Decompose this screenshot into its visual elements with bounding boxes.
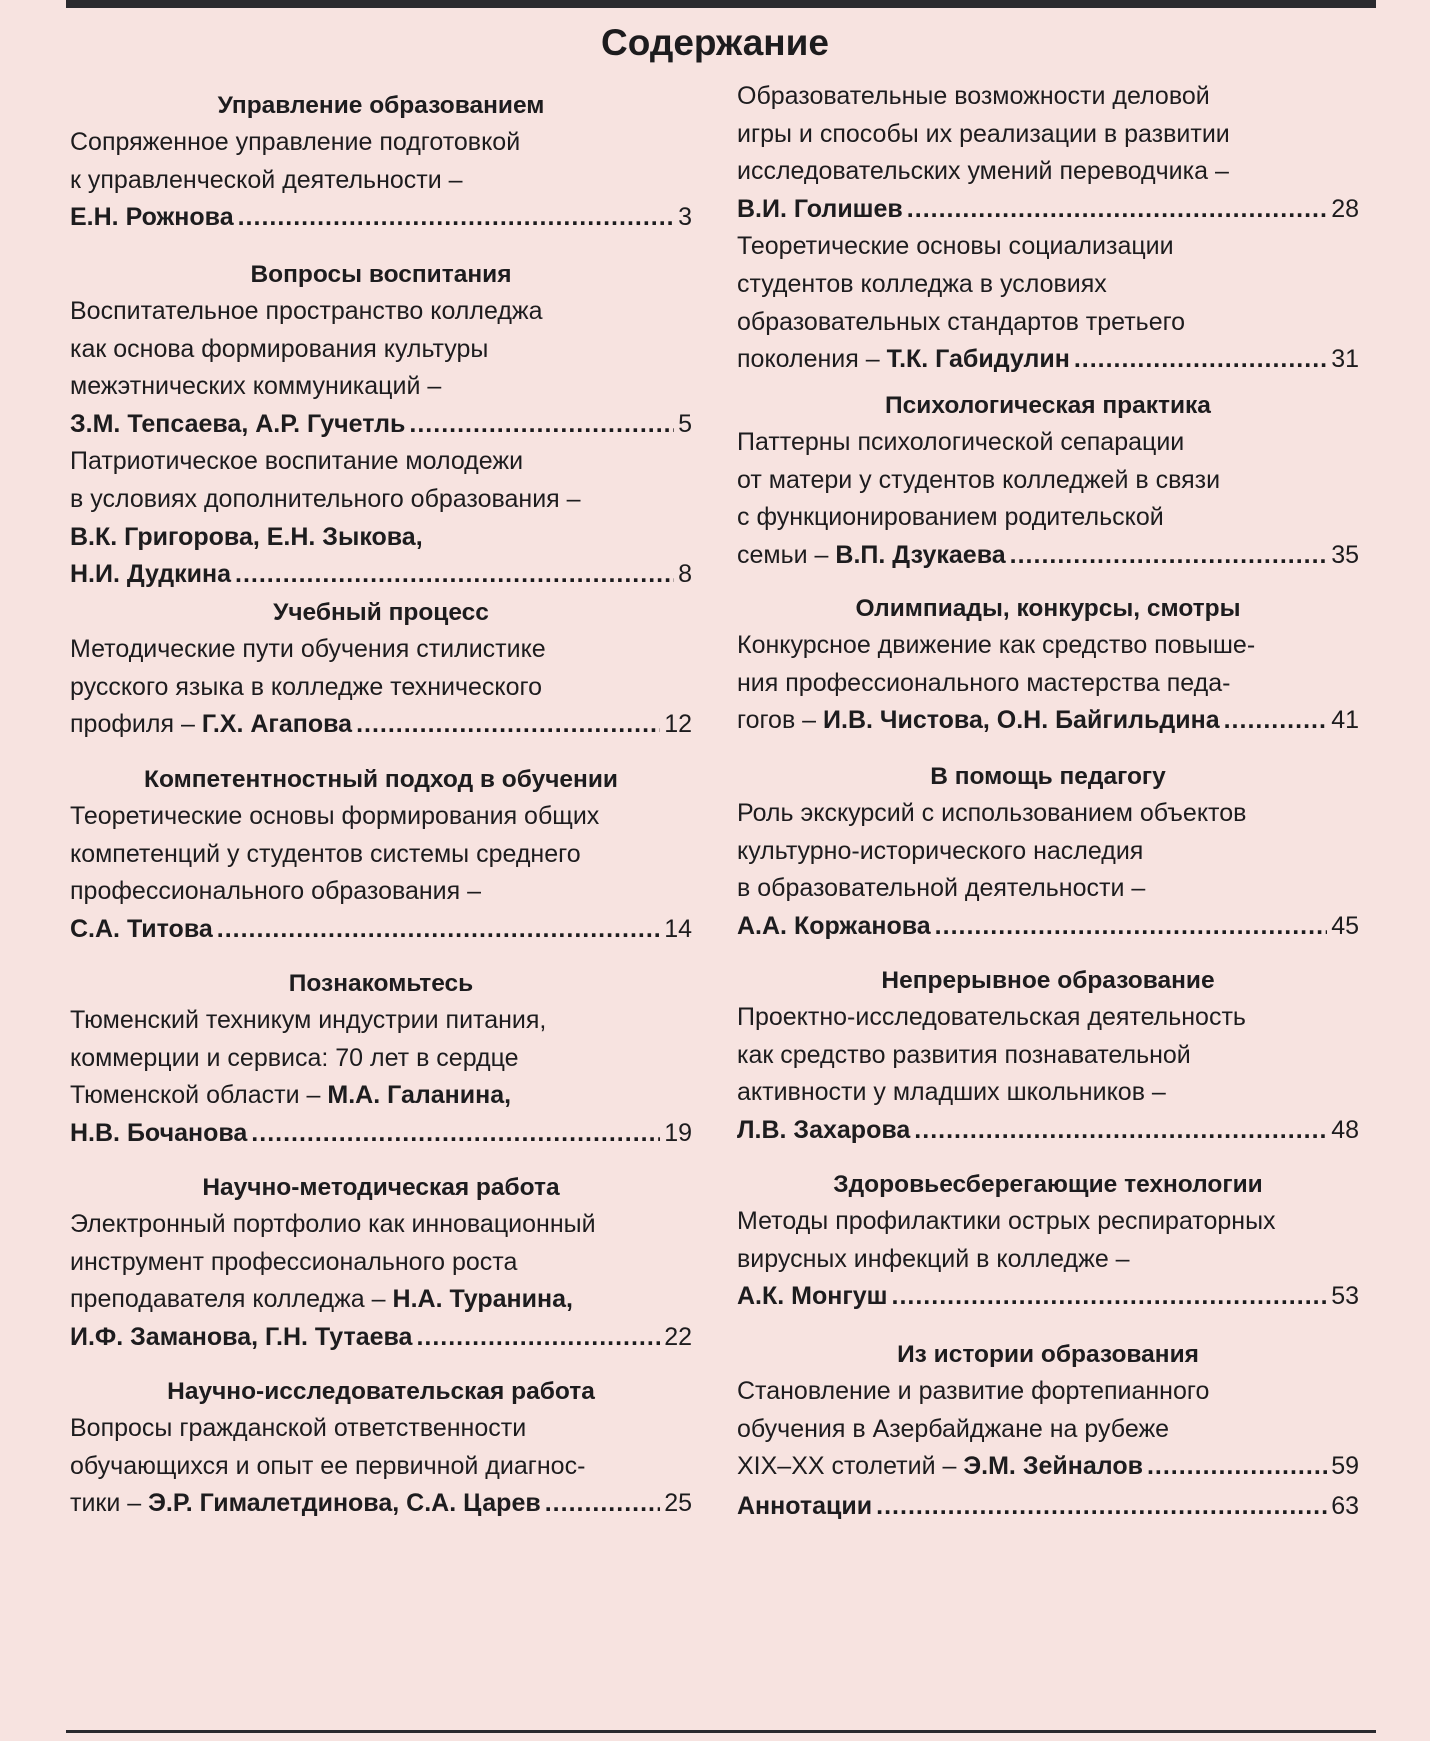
contents-section	[737, 1336, 1359, 1486]
page-number: 12	[664, 710, 692, 739]
entry-title-line: Вопросы гражданской ответственности	[70, 1414, 527, 1442]
entry-title-line	[70, 1077, 692, 1115]
page-number: 53	[1331, 1282, 1359, 1311]
dot-leader	[1147, 1448, 1327, 1486]
contents-section	[70, 1169, 692, 1356]
page-number: 45	[1331, 911, 1359, 940]
contents-entry	[737, 999, 1359, 1149]
entry-title-line: Конкурсное движение как средство повыше-	[737, 631, 1256, 659]
entry-title-line: Сопряженное управление подготовкой	[70, 128, 521, 156]
section-heading: Научно-исследовательская работа	[167, 1378, 595, 1405]
section-heading: Познакомьтесь	[288, 970, 474, 997]
entry-author: Л.В. Захарова	[737, 1115, 911, 1144]
entry-title-line: ния профессионального мастерства педа-	[737, 668, 1231, 697]
entry-title-line: Воспитательное пространство колледжа	[70, 297, 543, 325]
entry-leader-row	[737, 341, 1359, 379]
entry-title-line: в образовательной деятельности –	[737, 874, 1146, 903]
entry-title-line: Методы профилактики острых респираторных	[737, 1207, 1276, 1235]
contents-entry	[70, 798, 692, 948]
entry-title-text: XIX–XX столетий –	[737, 1452, 957, 1481]
entry-title-line: коммерции и сервиса: 70 лет в сердце	[70, 1043, 519, 1072]
top-rule	[66, 0, 1376, 8]
entry-author-line: В.К. Григорова, Е.Н. Зыкова,	[70, 522, 423, 551]
page-number: 48	[1331, 1115, 1359, 1144]
contents-entry	[70, 1002, 692, 1152]
page-number: 8	[678, 560, 692, 589]
section-heading: Из истории образования	[897, 1341, 1199, 1368]
entry-title-text: семьи –	[737, 540, 829, 569]
entry-leader-row	[70, 1319, 692, 1357]
entry-author: З.М. Тепсаева, А.Р. Гучетль	[70, 409, 406, 438]
entry-author: С.А. Титова	[70, 914, 213, 943]
entry-author: Е.Н. Рожнова	[70, 203, 234, 232]
entry-title-line: как основа формирования культуры	[70, 334, 489, 363]
entry-title-line: инструмент профессионального роста	[70, 1247, 518, 1276]
section-heading: Здоровьесберегающие технологии	[833, 1171, 1263, 1198]
dot-leader	[251, 1115, 660, 1153]
entry-leader-row	[70, 1485, 692, 1523]
entry-title-line: Методические пути обучения стилистике	[70, 635, 546, 663]
section-heading: Учебный процесс	[273, 599, 489, 626]
contents-entry	[737, 78, 1359, 228]
contents-entry	[70, 1206, 692, 1356]
dot-leader	[892, 1278, 1328, 1316]
entry-leader-row	[737, 1448, 1359, 1486]
entry-title-line: к управленческой деятельности –	[70, 165, 463, 194]
contents-entry	[737, 1488, 1359, 1526]
entry-leader-row	[737, 1112, 1359, 1150]
dot-leader	[356, 706, 660, 744]
entry-title-line: игры и способы их реализации в развитии	[737, 119, 1230, 148]
dot-leader	[907, 191, 1327, 229]
entry-title-line: в условиях дополнительного образования –	[70, 484, 581, 513]
entry-author: Н.И. Дудкина	[70, 560, 232, 589]
contents-section	[737, 387, 1359, 574]
entry-leader-row	[70, 199, 692, 237]
entry-title-line: активности у младших школьников –	[737, 1078, 1166, 1107]
entry-title-line: культурно-исторического наследия	[737, 836, 1144, 865]
entry-author: Н.В. Бочанова	[70, 1118, 248, 1147]
dot-leader	[876, 1488, 1327, 1526]
entry-title-line: профессионального образования –	[70, 877, 482, 906]
dot-leader	[914, 1112, 1327, 1150]
section-heading: Олимпиады, конкурсы, смотры	[855, 595, 1241, 622]
section-heading: Управление образованием	[217, 92, 545, 119]
entry-author: М.А. Галанина,	[327, 1081, 512, 1110]
section-heading: Психологическая практика	[885, 392, 1211, 419]
entry-title-line: Образовательные возможности деловой	[737, 82, 1210, 110]
dot-leader	[416, 1319, 660, 1357]
contents-entry	[70, 293, 692, 443]
entry-author: И.Ф. Заманова, Г.Н. Тутаева	[70, 1322, 413, 1351]
contents-entry	[737, 1373, 1359, 1486]
contents-entry	[70, 443, 692, 593]
entry-author: А.К. Монгуш	[737, 1282, 888, 1311]
page-number: 19	[664, 1118, 692, 1147]
bottom-rule	[66, 1730, 1376, 1733]
entry-leader-row	[737, 1488, 1359, 1526]
entry-leader-row	[737, 1278, 1359, 1316]
dot-leader	[217, 911, 660, 949]
dot-leader	[235, 556, 674, 594]
page-number: 14	[664, 914, 692, 943]
entry-title-line: обучающихся и опыт ее первичной диагнос-	[70, 1451, 586, 1480]
entry-title-line: обучения в Азербайджане на рубеже	[737, 1414, 1170, 1443]
page-number: 41	[1331, 706, 1359, 735]
entry-leader-row	[737, 908, 1359, 946]
entry-leader-row	[737, 537, 1359, 575]
dot-leader	[1224, 702, 1328, 740]
page-number: 5	[678, 409, 692, 438]
contents-section	[737, 758, 1359, 945]
dot-leader	[1074, 341, 1327, 379]
entry-title-line: Тюменский техникум индустрии питания,	[70, 1006, 547, 1034]
entry-title-text: гогов –	[737, 706, 817, 735]
contents-entry	[737, 795, 1359, 945]
entry-title-line: студентов колледжа в условиях	[737, 269, 1107, 298]
entry-title-text: профиля –	[70, 710, 195, 739]
entry-leader-row	[737, 702, 1359, 740]
contents-entry	[737, 627, 1359, 740]
contents-section	[70, 87, 692, 237]
entry-leader-row	[70, 911, 692, 949]
entry-title-text: тики –	[70, 1489, 142, 1518]
section-heading: Компетентностный подход в обучении	[144, 766, 618, 793]
dot-leader	[935, 908, 1328, 946]
dot-leader	[238, 199, 674, 237]
entry-author: Аннотации	[737, 1492, 873, 1520]
entry-title-line: от матери у студентов колледжей в связи	[737, 465, 1221, 494]
section-heading: Научно-методическая работа	[202, 1174, 560, 1201]
page-number: 22	[664, 1322, 692, 1351]
contents-section	[737, 1166, 1359, 1316]
entry-title-text: преподавателя колледжа –	[70, 1285, 386, 1314]
contents-section	[737, 962, 1359, 1149]
entry-leader-row	[70, 1115, 692, 1153]
dot-leader	[545, 1485, 660, 1523]
entry-title-line: образовательных стандартов третьего	[737, 307, 1186, 336]
entry-title-line: Паттерны психологической сепарации	[737, 428, 1185, 456]
entry-title-line	[70, 1281, 692, 1319]
contents-entry	[70, 124, 692, 237]
contents-section	[70, 256, 692, 594]
entry-title-line: компетенций у студентов системы среднего	[70, 839, 581, 868]
entry-author: Н.А. Туранина,	[392, 1285, 573, 1314]
dot-leader	[409, 406, 674, 444]
entry-title-text: Тюменской области –	[70, 1081, 321, 1110]
contents-section	[70, 594, 692, 744]
contents-section	[70, 965, 692, 1152]
entry-title-line: исследовательских умений переводчика –	[737, 157, 1229, 186]
entry-author: И.В. Чистова, О.Н. Байгильдина	[823, 706, 1220, 735]
entry-author: Г.Х. Агапова	[201, 710, 353, 739]
contents-entry	[70, 1410, 692, 1523]
entry-leader-row	[70, 556, 692, 594]
contents-section	[737, 590, 1359, 740]
entry-title-line: Становление и развитие фортепианного	[737, 1377, 1210, 1405]
entry-title-line: как средство развития познавательной	[737, 1040, 1191, 1069]
contents-entry	[737, 1203, 1359, 1316]
entry-author: В.П. Дзукаева	[835, 540, 1006, 569]
entry-leader-row	[70, 406, 692, 444]
dot-leader	[1010, 537, 1328, 575]
entry-title-line: вирусных инфекций в колледже –	[737, 1244, 1130, 1273]
section-heading: Вопросы воспитания	[250, 261, 512, 288]
contents-entry	[70, 631, 692, 744]
entry-leader-row	[737, 191, 1359, 229]
page-number: 63	[1331, 1492, 1359, 1520]
entry-author: В.И. Голишев	[737, 194, 903, 223]
entry-title-line: с функционированием родительской	[737, 503, 1164, 532]
entry-title-line: Теоретические основы формирования общих	[70, 802, 600, 830]
entry-leader-row	[70, 706, 692, 744]
page-number: 28	[1331, 194, 1359, 223]
page-number: 31	[1331, 345, 1359, 374]
page-number: 25	[664, 1489, 692, 1518]
entry-title-line: Электронный портфолио как инновационный	[70, 1210, 596, 1238]
contents-section	[70, 761, 692, 948]
entry-author: Э.Р. Гималетдинова, С.А. Царев	[148, 1489, 541, 1518]
entry-title-line: Патриотическое воспитание молодежи	[70, 447, 524, 476]
entry-author: Т.К. Габидулин	[886, 345, 1070, 374]
entry-title-line: межэтнических коммуникаций –	[70, 372, 442, 401]
page-title: Содержание	[601, 22, 829, 63]
contents-section	[737, 78, 1359, 379]
contents-section	[70, 1373, 692, 1523]
entry-title-line: Роль экскурсий с использованием объектов	[737, 799, 1247, 827]
contents-entry	[737, 228, 1359, 378]
page-number: 35	[1331, 540, 1359, 569]
page-number: 3	[678, 203, 692, 232]
section-heading: В помощь педагогу	[930, 763, 1166, 790]
contents-section	[737, 1488, 1359, 1526]
section-heading: Непрерывное образование	[881, 967, 1215, 994]
entry-author: А.А. Коржанова	[737, 911, 931, 940]
entry-title-line: русского языка в колледже технического	[70, 672, 542, 701]
page-number: 59	[1331, 1452, 1359, 1481]
entry-title-line: Проектно-исследовательская деятельность	[737, 1003, 1246, 1031]
entry-author: Э.М. Зейналов	[963, 1452, 1143, 1481]
contents-entry	[737, 424, 1359, 574]
entry-title-line: Теоретические основы социализации	[737, 232, 1174, 261]
entry-title-text: поколения –	[737, 345, 880, 374]
